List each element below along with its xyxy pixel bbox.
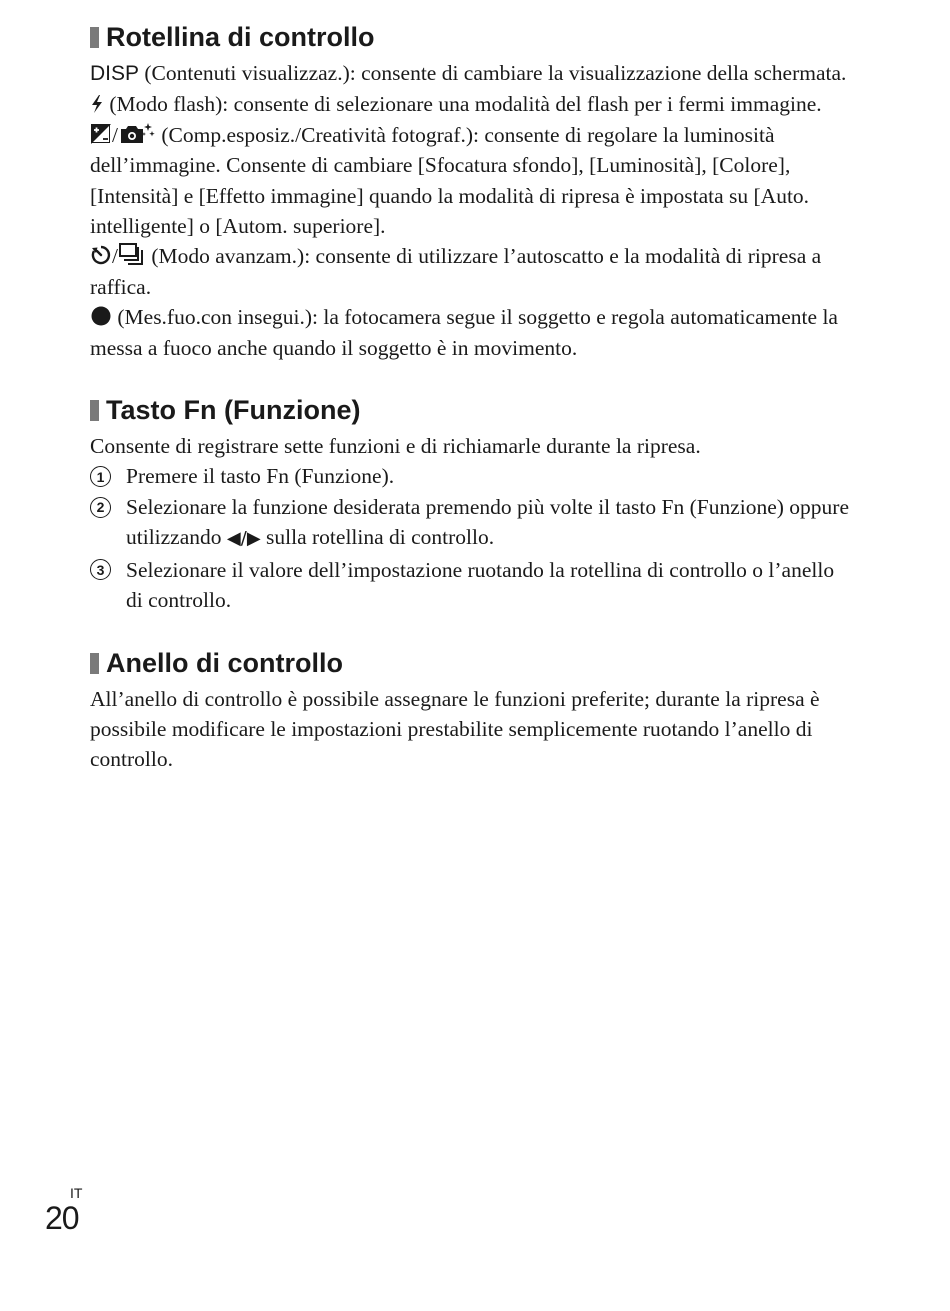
item-drive-text: (Modo avanzam.): consente di utilizzare l’autoscatto e la modalità di ripresa a raffica. — [90, 244, 822, 299]
item-tracking — [90, 302, 850, 363]
item-flash-text: (Modo flash): consente di selezionare una modalità del flash per i fermi immagine. — [104, 92, 822, 117]
section-control-wheel — [90, 18, 850, 363]
item-flash — [90, 89, 850, 119]
step-number-icon: 1 — [90, 466, 111, 487]
page-number: 20 — [45, 1200, 79, 1236]
step-2 — [90, 492, 850, 555]
language-code: IT — [70, 1185, 83, 1201]
step-number-icon: 3 — [90, 559, 111, 580]
fn-steps-list — [90, 461, 850, 615]
heading-bar-icon — [90, 653, 99, 674]
fn-intro: Consente di registrare sette funzioni e di richiamarle durante la ripresa. — [90, 434, 701, 459]
disp-key-label: DISP — [90, 62, 140, 85]
self-timer-icon — [90, 244, 112, 266]
section-heading — [90, 644, 850, 682]
left-right-arrows-icon: ◀/▶ — [226, 528, 261, 550]
exposure-separator: / — [112, 122, 118, 147]
photo-creativity-icon — [118, 121, 156, 145]
continuous-shooting-icon — [118, 242, 146, 266]
drive-separator: / — [112, 244, 118, 269]
control-ring-text: All’anello di controllo è possibile assegnare le funzioni preferite; durante la ripresa è possibile modificare le impostazioni prestabilite semplicemente ruotando l’anello di controllo. — [90, 686, 820, 772]
item-exposure-text: (Comp.esposiz./Creatività fotograf.): consente di regolare la luminosità dell’immagine. Consente di cambiare [Sfocatura sfondo], [Luminosità], [Colore], [Intensità] e [Effetto immagine] quando la modalità di ripresa è impostata su [Auto. intelligente] o [Autom. superiore]. — [90, 122, 810, 239]
flash-icon — [90, 94, 104, 114]
item-disp — [90, 58, 850, 89]
heading-bar-icon — [90, 400, 99, 421]
filled-circle-icon — [90, 305, 112, 327]
exposure-compensation-icon — [90, 123, 112, 145]
item-exposure — [90, 120, 850, 242]
page-footer — [45, 1185, 82, 1235]
step-number-icon: 2 — [90, 497, 111, 518]
section-title: Tasto Fn (Funzione) — [106, 395, 361, 426]
section-heading — [90, 391, 850, 429]
step-text-after: sulla rotellina di controllo. — [260, 525, 495, 550]
item-disp-text: (Contenuti visualizzaz.): consente di cambiare la visualizzazione della schermata. — [139, 61, 847, 85]
section-control-ring — [90, 644, 850, 775]
section-fn-button — [90, 391, 850, 615]
step-text: Selezionare il valore dell’impostazione ruotando la rotellina di controllo o l’anello di controllo. — [126, 557, 835, 613]
step-text — [126, 492, 850, 555]
step-text-before: Selezionare la funzione desiderata premendo più volte il tasto Fn (Funzione) oppure utilizzando — [126, 494, 850, 550]
section-title: Rotellina di controllo — [106, 22, 375, 52]
section-heading — [90, 18, 850, 56]
section-title: Anello di controllo — [106, 647, 343, 678]
manual-page — [90, 18, 850, 803]
item-drive — [90, 241, 850, 302]
step-text: Premere il tasto Fn (Funzione). — [126, 464, 395, 489]
item-tracking-text: (Mes.fuo.con insegui.): la fotocamera segue il soggetto e regola automaticamente la messa a fuoco anche quando il soggetto è in movimento. — [90, 305, 838, 360]
step-1 — [90, 461, 850, 491]
step-3 — [90, 555, 850, 616]
heading-bar-icon — [90, 27, 99, 48]
